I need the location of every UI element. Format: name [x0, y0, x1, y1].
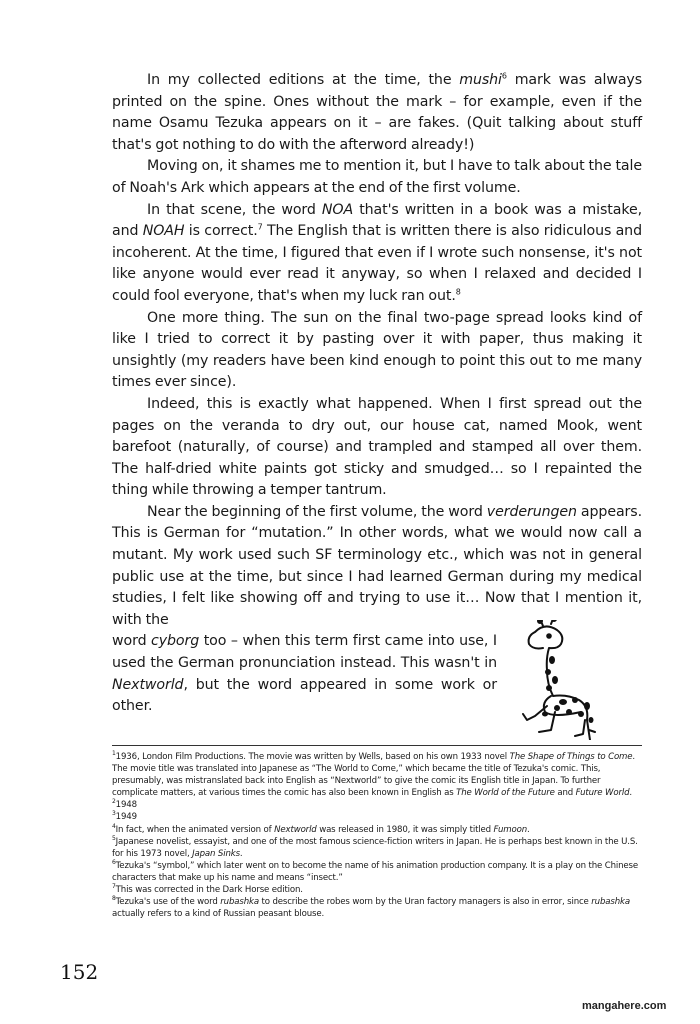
text-run: Tezuka's use of the word [115, 897, 221, 908]
giraffe-icon [505, 620, 615, 740]
footnote-ref: 7 [257, 222, 263, 232]
text-run: In my collected editions at the time, the [147, 72, 460, 88]
paragraph-tail [112, 631, 497, 717]
text-run: Japanese novelist, essayist, and one of the most famous science-fiction writers in Japan. He is perhaps best known in the U.S. for his 1973 novel, [112, 836, 638, 859]
text-run: One more thing. The sun on the final two-page spread looks kind of like I tried to correct it by pasting over it with paper, thus making it unsightly (my readers have been kind enough to point this out to me many times ever since). [112, 309, 642, 391]
page-number: 152 [60, 960, 99, 984]
footnote-ref: 5 [112, 834, 116, 842]
text-run: too – when this term first came into use, I used the German pronunciation instead. This wasn't in [112, 633, 497, 672]
italic-text: The Shape of Things to Come [509, 752, 633, 762]
italic-text: mushi [459, 72, 502, 88]
text-run: Moving on, it shames me to mention it, but I have to talk about the tale of Noah's Ark which appears at the end of the first volume. [112, 158, 642, 196]
italic-text: rubashka [591, 897, 630, 908]
text-run: to describe the robes worn by the Uran factory managers is also in error, since [258, 897, 592, 908]
text-run: word [112, 633, 152, 650]
text-run: . [629, 788, 632, 799]
text-run: that's written in a book was a mistake, and [112, 201, 642, 240]
footnote [112, 824, 647, 836]
footnote-ref: 7 [112, 883, 116, 891]
text-run: In that scene, the word [147, 201, 322, 218]
paragraph [112, 70, 642, 156]
italic-text: The World of the Future [456, 788, 555, 799]
text-run: Tezuka's “symbol,” which later went on to become the name of his animation production company. It is a play on the Chinese characters that make up his name and means “insect.” [112, 860, 638, 883]
footnote-divider [112, 745, 642, 746]
text-run: 1948 [115, 800, 137, 811]
text-run: appears. This is German for “mutation.” In other words, what we would now call a mutant. My work used such SF terminology etc., which was not in general public use at the time, but since I had learned German during my medical studies, I felt like showing off and trying to use it… Now that I mention it, with the [112, 503, 642, 628]
text-run: 1936, London Film Productions. The movie was written by Wells, based on his own 1933 novel [115, 752, 510, 762]
footnote [112, 751, 647, 799]
italic-text: NOAH [142, 223, 185, 240]
footnote-ref: 8 [112, 895, 116, 903]
text-run: In fact, when the animated version of [115, 824, 275, 835]
text-run: and [554, 788, 576, 799]
italic-text: rubashka [220, 897, 259, 908]
italic-text: Nextworld [274, 824, 317, 835]
italic-text: cyborg [151, 633, 200, 650]
text-run: The English that is written there is also ridiculous and incoherent. At the time, I figured that even if I wrote such nonsense, it's not like anyone would ever read it anyway, so when I relaxed and decided I could fool everyone, that's when my luck ran out. [112, 223, 642, 304]
text-run: was released in 1980, it was simply titled [316, 824, 494, 835]
paragraph [112, 156, 642, 199]
paragraph [112, 308, 642, 394]
italic-text: NOA [321, 201, 354, 218]
italic-text: Future World [575, 788, 630, 799]
text-run: Indeed, this is exactly what happened. When I first spread out the pages on the veranda to dry out, our house cat, named Mook, went barefoot (naturally, of course) and trampled and stamped all over them. The half-dried white paints got sticky and smudged… so I repainted the thing while throwing a temper tantrum. [112, 395, 642, 499]
text-run: , but the word appeared in some work or other. [112, 676, 497, 715]
italic-text: Fumoon [493, 824, 528, 835]
footnote [112, 811, 647, 823]
footnote-ref: 3 [112, 810, 116, 818]
footnote-ref: 8 [455, 287, 461, 297]
paragraph [112, 200, 642, 308]
footnote [112, 860, 647, 884]
text-run: . [239, 848, 243, 859]
text-run: 1949 [115, 812, 137, 823]
italic-text: Nextworld [112, 676, 184, 693]
footnote-ref: 4 [112, 822, 116, 830]
text-run: is correct. [184, 223, 258, 240]
text-run: actually refers to a kind of Russian peasant blouse. [112, 909, 325, 920]
text-run: This was corrected in the Dark Horse edition. [115, 885, 303, 896]
footnote [112, 884, 647, 896]
text-run: . The movie title was translated into Japanese as “The World to Come,” which became the title of Tezuka's comic. This, presumably, was mistranslated back into English as “Nextworld” to give the comic its English title in Japan. To further complicate matters, at various times the comic has also been known in English as [112, 752, 636, 799]
footnote [112, 896, 647, 920]
footnote-ref: 6 [112, 858, 116, 866]
footnote [112, 836, 647, 860]
watermark: mangahere.com [582, 1000, 667, 1012]
footnote [112, 799, 647, 811]
text-run: mark was always printed on the spine. Ones without the mark – for example, even if the name Osamu Tezuka appears on it – are fakes. (Quit talking about stuff that's got nothing to do with the afterword already!) [112, 72, 642, 153]
text-run: Near the beginning of the first volume, the word [147, 503, 487, 520]
footnote-ref: 1 [112, 750, 116, 758]
italic-text: Japan Sinks [192, 848, 240, 859]
paragraph [112, 394, 642, 502]
footnotes [112, 751, 647, 920]
paragraph [112, 502, 642, 632]
footnote-ref: 2 [112, 798, 116, 806]
text-run: . [527, 824, 530, 835]
footnote-ref: 6 [501, 71, 507, 81]
italic-text: verderungen [486, 503, 577, 520]
